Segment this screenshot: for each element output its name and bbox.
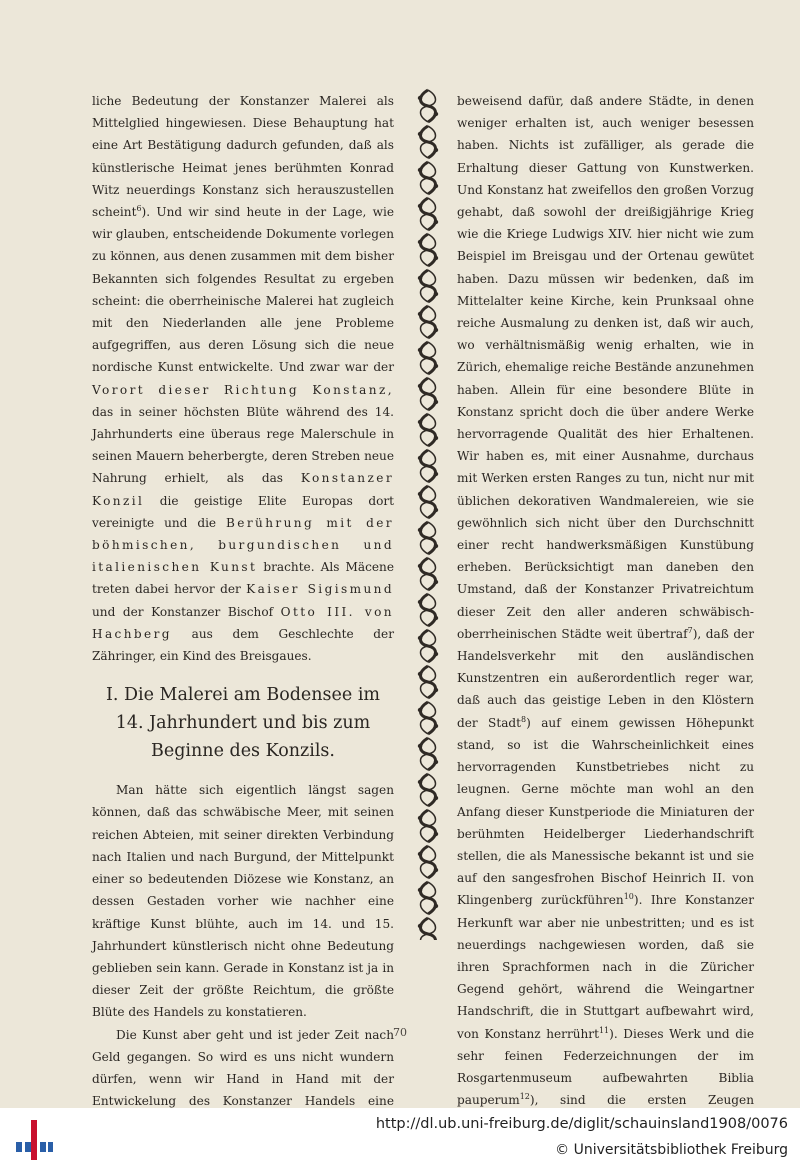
left-body-paragraph-2: Die Kunst aber geht und ist jeder Zeit nach Geld gegangen. So wird es uns nicht wundern dürfen, wenn wir Hand in Hand mit der Entwickelung des Konstanzer Handels eine: [92, 1027, 394, 1108]
vertical-ornament-border: [414, 88, 442, 940]
right-paragraph: beweisend dafür, daß andere Städte, in denen weniger erhalten ist, auch weniger besessen haben. Nichts ist zufälliger, als gerade die Erhaltung dieser Gattung von Kunstwerken. Und Konstanz hat zweifellos den großen Vorzug gehabt, daß sowohl der dreißigjährige Krieg wie die Kriege Ludwigs XIV. hier nicht wie zum Beispiel im Breisgau und der Ortenau gewütet haben. Dazu müssen wir bedenken, daß im Mittelalter keine Kirche, kein Prunksaal ohne reiche Ausmalung zu denken ist, daß wir auch, wo verhältnismäßig wenig erhalten, wie in Zürich, ehemalige reiche Bestände anzunehmen haben. Allein für eine besondere Blüte in Konstanz spricht doch die über andere Werke hervorragende Qualität des hier Erhaltenen. Wir haben es, mit einer Ausnahme, durchaus mit Werken ersten Ranges zu tun, nicht nur mit üblichen dekorativen Wandmalereien, wie sie gewöhnlich sich nicht über den Durchschnitt einer recht handwerksmäßigen Kunstübung erheben. Berücksichtigt man daneben den Umstand, daß der Konstanzer Privatreichtum dieser Zeit den aller anderen schwäbisch-oberrheinischen Städte weit übertraf$^7$), daß der Handelsverkehr mit den ausländischen Kunstzentren ein außerordentlich reger war, daß auch das geistige Leben in den Klöstern der Stadt$^8$) auf einem gewissen Höhepunkt stand, so ist die Wahrscheinlichkeit eines hervorragenden Kunstbetriebes nicht zu leugnen. Gerne möchte man wohl an den Anfang dieser Kunstperiode die Miniaturen der berühmten Heidelberger Liederhandschrift stellen, die als Manessische bekannt ist und sie auf den sangesfrohen Bischof Heinrich II. von Klingenberg zurückführen$^{10}$). Ihre Konstanzer Herkunft war aber nie unbestritten; und es ist neuerdings nachgewiesen worden, daß sie ihren Sprachformen nach in die Züricher Gegend gehört, während die Weingartner Handschrift, die in Stuttgart aufbewahrt wird, von Konstanz herrührt$^{11}$). Dieses Werk und die sehr feinen Federzeichnungen der im Rosgartenmuseum aufbewahrten Biblia pauperum$^{12}$), sind die ersten Zeugen: [457, 94, 754, 1108]
footnote-mark[interactable]: 10: [623, 892, 634, 902]
viewer-footer: [0, 1108, 800, 1168]
right-column: [457, 90, 754, 1108]
emphasis-beruehrung: Berührung mit der böhmischen, burgundischen und italienischen Kunst: [92, 515, 394, 575]
page-number: 70: [393, 1026, 407, 1039]
footnote-mark[interactable]: 7: [687, 625, 693, 635]
footnote-mark[interactable]: 11: [598, 1025, 610, 1035]
left-body-paragraph-1: Man hätte sich eigentlich längst sagen können, daß das schwäbische Meer, mit seinen reichen Abteien, mit seiner direkten Verbindung nach Italien und nach Burgund, der Mittelpunkt einer so bedeutenden Diözese wie Konstanz, an dessen Gestaden vorher wie nachher eine kräftige Kunst blühte, auch im 14. und 15. Jahrhundert künstlerisch nicht ohne Bedeutung geblieben sein kann. Gerade in Konstanz ist ja in dieser Zeit der größte Reichtum, die größte Blüte des Handels zu konstatieren.: [92, 783, 394, 1020]
footnote-mark[interactable]: 6: [136, 203, 142, 213]
copyright-notice: © Universitätsbibliothek Freiburg: [555, 1142, 788, 1158]
section-heading: I. Die Malerei am Bodensee im 14. Jahrhundert und bis zum Beginne des Konzils.: [105, 685, 381, 762]
emphasis-sigismund: Kaiser Sigismund: [246, 582, 394, 597]
permalink-url[interactable]: http://dl.ub.uni-freiburg.de/diglit/schauinsland1908/0076: [375, 1116, 788, 1132]
footnote-mark[interactable]: 12: [519, 1092, 530, 1102]
footnote-mark[interactable]: 8: [521, 714, 527, 724]
left-column: [92, 90, 394, 1108]
emphasis-konzil: Konstanzer Konzil: [92, 471, 394, 508]
left-paragraph-intro: liche Bedeutung der Konstanzer Malerei als Mittelglied hingewiesen. Diese Behauptung hat eine Art Bestätigung dadurch gefunden, daß als künstlerische Heimat jenes berühmten Konrad Witz neuerdings Konstanz sich herauszustellen scheint$^6$). Und wir sind heute in der Lage, wie wir glauben, entscheidende Dokumente vorlegen zu können, aus denen zusammen mit dem bisher Bekannten sich folgendes Resultat zu ergeben scheint: die oberrheinische Malerei hat zugleich mit den Niederlanden alle jene Probleme aufgegriffen, aus deren Lösung sich die neue nordische Kunst entwickelte. Und zwar war der Vorort dieser Richtung Konstanz, das in seiner höchsten Blüte während des 14. Jahrhunderts eine überaus rege Malerschule in seinen Mauern beherbergte, deren Streben neue Nahrung erhielt, als das Konstanzer Konzil die geistige Elite Europas dort vereinigte und die Berührung mit der böhmischen, burgundischen und italienischen Kunst brachte. Als Mäcene treten dabei hervor der Kaiser Sigismund und der Konstanzer Bischof Otto III. von Hachberg aus dem Geschlechte der Zähringer, ein Kind des Breisgaues.: [92, 94, 395, 664]
university-logo-icon[interactable]: [14, 1118, 54, 1162]
emphasis-vorort: Vorort dieser Richtung Konstanz,: [92, 382, 394, 397]
emphasis-otto: Otto III. von Hachberg: [92, 604, 394, 641]
